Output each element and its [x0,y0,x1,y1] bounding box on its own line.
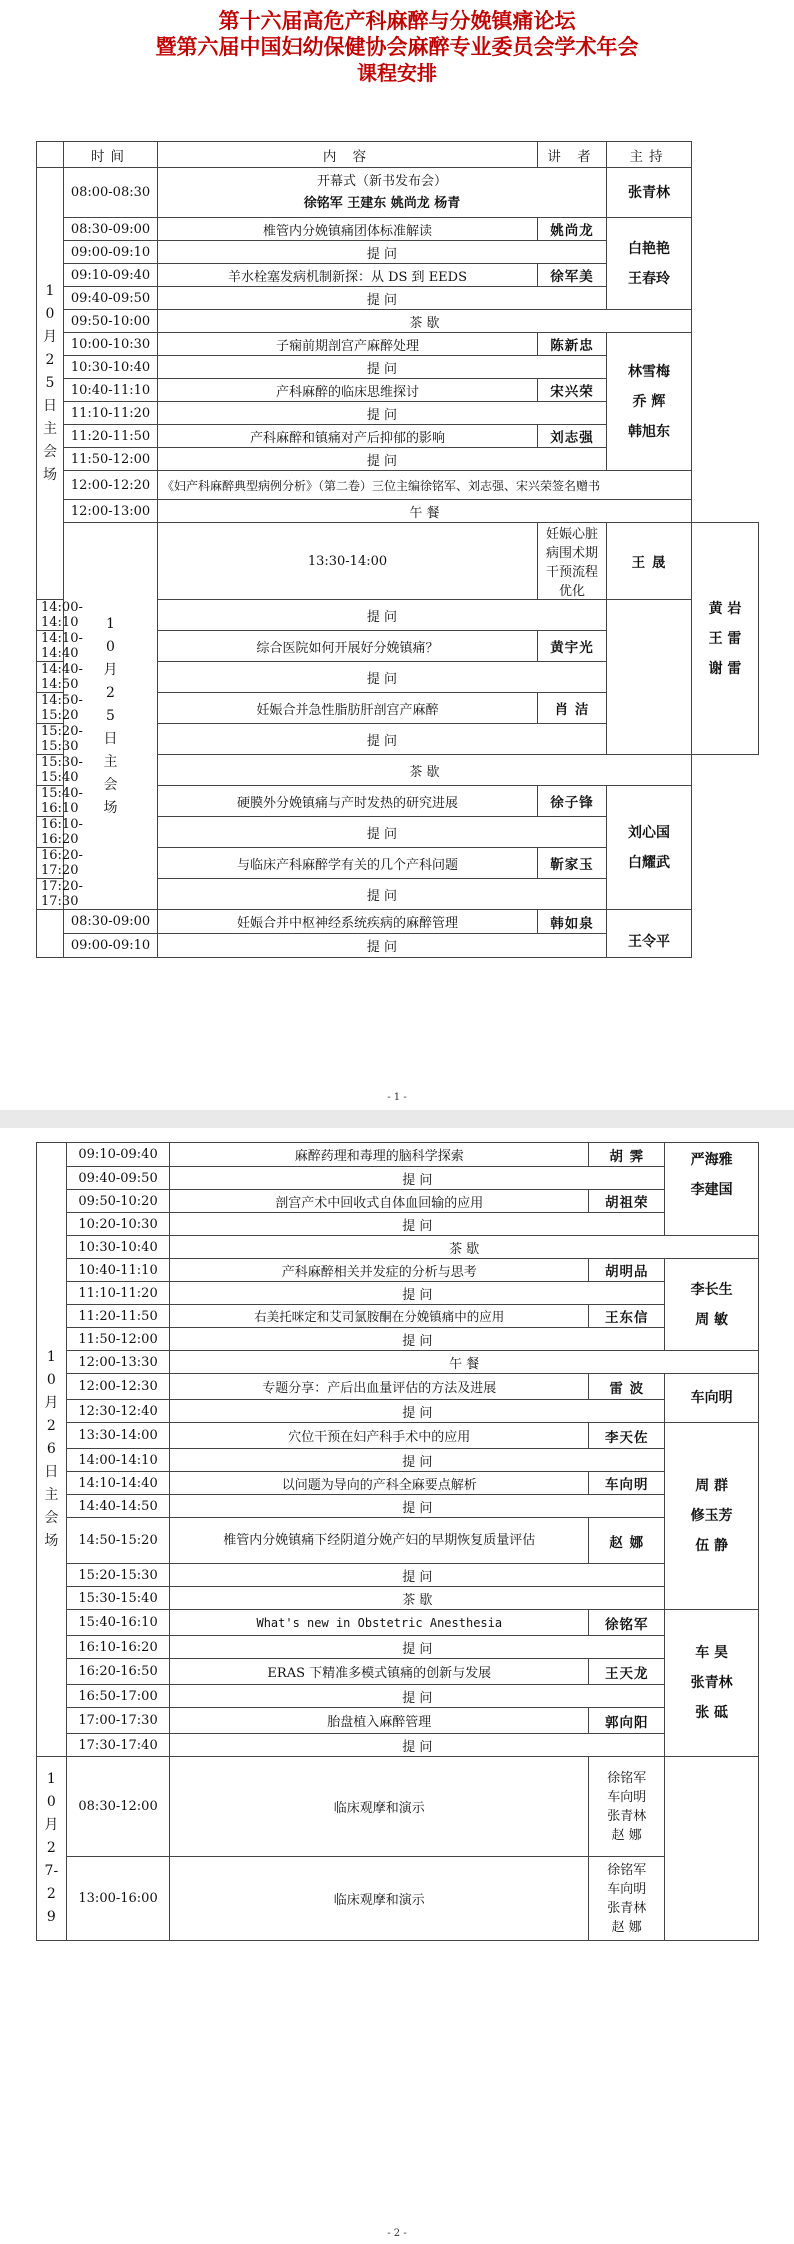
table-header-row [37,142,759,168]
speaker-name: 赵 娜 [611,1827,642,1843]
title-line-1: 第十六届高危产科麻醉与分娩镇痛论坛 [218,8,576,33]
content-cell: 茶 歇 [170,1587,665,1610]
table-row [37,1305,759,1328]
content-cell: 剖宫产术中回收式自体血回输的应用 [170,1190,589,1213]
speaker-name: 张青林 [607,1808,647,1824]
table-row [37,218,759,241]
content-cell: 提 问 [158,934,607,958]
page-number: - 2 - [387,2228,407,2239]
speaker-cell: 刘志强 [538,425,607,448]
speaker-cell: 车向明 [589,1472,665,1495]
speaker-list-cell [589,1857,665,1941]
day-label-oct25-afternoon: 10月25日主会场 [64,523,158,910]
time-cell: 14:40-14:50 [37,662,64,693]
time-cell: 12:00-13:00 [64,500,158,523]
host-name: 谢 雷 [708,660,742,677]
day-label-oct27-29: 10月27-29 [37,1757,67,1941]
table-row [37,523,759,600]
content-cell: 产科麻醉相关并发症的分析与思考 [170,1259,589,1282]
title-line-3: 课程安排 [357,61,437,85]
content-cell: 羊水栓塞发病机制新探：从 DS 到 EEDS [158,264,538,287]
time-cell: 14:50-15:20 [37,693,64,724]
time-cell: 16:10-16:20 [66,1636,170,1659]
time-cell: 16:20-17:20 [37,848,64,879]
table-row [37,1495,759,1518]
content-cell: ERAS 下精准多模式镇痛的创新与发展 [170,1659,589,1685]
time-cell: 15:30-15:40 [37,755,64,786]
content-cell: 妊娠合并中枢神经系统疾病的麻醉管理 [158,910,538,934]
day-label-continued [37,910,64,958]
table-row [37,1757,759,1857]
content-cell: 午 餐 [158,500,692,523]
time-cell: 12:00-12:30 [66,1374,170,1400]
time-cell: 10:30-10:40 [64,356,158,379]
content-cell: 提 问 [170,1734,665,1757]
time-cell: 15:20-15:30 [37,724,64,755]
content-cell: 提 问 [158,662,607,693]
time-cell: 15:20-15:30 [66,1564,170,1587]
table-row [37,1282,759,1305]
table-row [37,910,759,934]
table-row [37,1659,759,1685]
content-cell: 产科麻醉和镇痛对产后抑郁的影响 [158,425,538,448]
host-group-cell [665,1259,759,1351]
time-cell: 13:30-14:00 [66,1423,170,1449]
time-cell: 10:40-11:10 [64,379,158,402]
content-cell [158,168,607,218]
content-cell: 右美托咪定和艾司氯胺酮在分娩镇痛中的应用 [170,1305,589,1328]
time-cell: 14:00-14:10 [66,1449,170,1472]
host-group-cell [665,1610,759,1757]
time-cell: 16:20-16:50 [66,1659,170,1685]
time-cell: 16:50-17:00 [66,1685,170,1708]
host-group-cell [607,218,692,310]
content-cell: 午 餐 [170,1351,759,1374]
speaker-name: 车向明 [607,1789,647,1805]
time-cell: 10:20-10:30 [66,1213,170,1236]
header-day [37,142,64,168]
speaker-cell: 黄宇光 [538,631,607,662]
content-cell: 子痫前期剖宫产麻醉处理 [158,333,538,356]
table-row [37,1400,759,1423]
table-row [37,1423,759,1449]
table-row [37,1636,759,1659]
page-2 [0,1128,794,2244]
content-cell: 综合医院如何开展好分娩镇痛？ [158,631,538,662]
content-cell: 麻醉药理和毒理的脑科学探索 [170,1143,589,1167]
speaker-name: 车向明 [607,1881,647,1897]
content-cell: 硬膜外分娩镇痛与产时发热的研究进展 [158,786,538,817]
table-row [37,1190,759,1213]
content-cell: 提 问 [158,817,607,848]
host-group-cell [607,333,692,471]
time-cell: 10:30-10:40 [66,1236,170,1259]
content-cell: 提 问 [170,1167,665,1190]
speaker-name: 徐铭军 [607,1770,647,1786]
host-name: 严海雅 [690,1152,733,1168]
time-cell: 11:50-12:00 [64,448,158,471]
speaker-cell: 徐铭军 [589,1610,665,1636]
document-header [0,8,794,86]
schedule-table-page-2 [36,1142,759,1941]
time-cell: 11:20-11:50 [66,1305,170,1328]
content-cell: 提 问 [158,600,607,631]
table-row [37,1734,759,1757]
time-cell: 10:40-11:10 [66,1259,170,1282]
table-row [37,1259,759,1282]
table-row [37,1708,759,1734]
time-cell: 14:50-15:20 [66,1518,170,1564]
table-row [37,1143,759,1167]
table-row [37,333,759,356]
schedule-table-page-1 [36,141,759,958]
time-cell: 11:10-11:20 [64,402,158,425]
host-name: 张 砥 [695,1705,729,1721]
time-cell: 09:00-09:10 [64,241,158,264]
opening-ceremony-guests: 徐铭军 王建东 姚尚龙 杨青 [303,195,461,211]
content-cell: 提 问 [170,1685,665,1708]
time-cell: 17:30-17:40 [66,1734,170,1757]
content-cell: 提 问 [158,287,607,310]
time-cell: 11:50-12:00 [66,1328,170,1351]
host-group-cell [665,1423,759,1610]
time-cell: 15:30-15:40 [66,1587,170,1610]
host-group-cell [692,523,759,755]
speaker-cell: 赵 娜 [589,1518,665,1564]
host-cell [607,910,692,958]
table-row [37,1374,759,1400]
content-cell: What's new in Obstetric Anesthesia [170,1610,589,1636]
content-cell: 提 问 [158,402,607,425]
title-line-2: 暨第六届中国妇幼保健协会麻醉专业委员会学术年会 [155,34,639,59]
content-cell: 提 问 [170,1400,665,1423]
time-cell: 15:40-16:10 [37,786,64,817]
time-cell: 17:20-17:30 [37,879,64,910]
time-cell: 16:10-16:20 [37,817,64,848]
content-cell: 椎管内分娩镇痛团体标准解读 [158,218,538,241]
speaker-list-cell [589,1757,665,1857]
time-cell: 12:00-13:30 [66,1351,170,1374]
speaker-cell: 徐子锋 [538,786,607,817]
content-cell: 提 问 [170,1449,665,1472]
host-group-cell [607,786,692,910]
content-cell: 提 问 [158,356,607,379]
speaker-name: 徐铭军 [607,1862,647,1878]
time-cell: 09:50-10:00 [64,310,158,333]
table-row [37,1449,759,1472]
time-cell: 13:30-14:00 [158,523,538,600]
speaker-cell: 胡 霁 [589,1143,665,1167]
table-row [37,1564,759,1587]
time-cell: 14:40-14:50 [66,1495,170,1518]
time-cell: 12:00-12:20 [64,471,158,500]
time-cell: 14:10-14:40 [37,631,64,662]
table-row [37,1351,759,1374]
content-cell: 茶 歇 [158,310,692,333]
content-cell: 提 问 [170,1282,665,1305]
speaker-cell: 靳家玉 [538,848,607,879]
time-cell: 17:00-17:30 [66,1708,170,1734]
host-name: 王令平 [628,934,670,950]
header-host: 主持 [607,142,692,168]
content-cell: 妊娠合并急性脂肪肝剖宫产麻醉 [158,693,538,724]
time-cell: 09:10-09:40 [66,1143,170,1167]
content-cell: 临床观摩和演示 [170,1757,589,1857]
host-name: 车 昊 [695,1645,729,1661]
host-name: 白耀武 [628,854,670,871]
table-row [37,1857,759,1941]
content-cell: 穴位干预在妇产科手术中的应用 [170,1423,589,1449]
speaker-cell: 徐军美 [538,264,607,287]
content-cell: 提 问 [158,241,607,264]
host-name: 李长生 [690,1281,733,1298]
host-name: 乔 辉 [632,393,666,410]
content-cell: 提 问 [170,1328,665,1351]
content-cell: 提 问 [170,1213,665,1236]
content-cell: 椎管内分娩镇痛下经阴道分娩产妇的早期恢复质量评估 [170,1518,589,1564]
time-cell: 15:40-16:10 [66,1610,170,1636]
table-row [37,1236,759,1259]
time-cell: 08:30-09:00 [64,910,158,934]
time-cell: 09:50-10:20 [66,1190,170,1213]
content-cell: 提 问 [170,1636,665,1659]
speaker-cell: 韩如泉 [538,910,607,934]
content-cell: 茶 歇 [158,755,692,786]
table-row [37,1328,759,1351]
host-cell: 张青林 [607,168,692,218]
table-row [37,1685,759,1708]
table-row [37,310,759,333]
speaker-name: 张青林 [607,1900,647,1916]
time-cell: 08:30-09:00 [64,218,158,241]
table-row [37,1610,759,1636]
content-cell: 临床观摩和演示 [170,1857,589,1941]
time-cell: 14:00-14:10 [37,600,64,631]
content-cell: 妊娠心脏病围术期干预流程优化 [538,523,607,600]
speaker-cell: 宋兴荣 [538,379,607,402]
host-name: 李建国 [690,1182,733,1198]
content-cell: 与临床产科麻醉学有关的几个产科问题 [158,848,538,879]
table-row [37,1518,759,1564]
content-cell: 提 问 [170,1495,665,1518]
host-name: 王 雷 [708,630,742,647]
content-cell: 茶 歇 [170,1236,759,1259]
content-cell: 提 问 [158,448,607,471]
time-cell: 13:00-16:00 [66,1857,170,1941]
table-row [37,1213,759,1236]
header-speaker: 讲 者 [538,142,607,168]
time-cell: 08:30-12:00 [66,1757,170,1857]
speaker-cell: 胡祖荣 [589,1190,665,1213]
page-1 [0,0,794,1110]
host-name: 张青林 [690,1675,733,1691]
host-name: 林雪梅 [628,363,670,380]
host-name: 韩旭东 [628,423,670,440]
host-name: 王春玲 [628,270,670,287]
content-cell: 提 问 [170,1564,665,1587]
table-row [37,471,759,500]
content-cell: 提 问 [158,724,607,755]
speaker-cell: 李天佐 [589,1423,665,1449]
speaker-cell: 雷 波 [589,1374,665,1400]
day-label-oct25-morning: 10月25日主会场 [37,168,64,600]
opening-ceremony-title: 开幕式（新书发布会） [316,173,447,189]
time-cell: 09:40-09:50 [66,1167,170,1190]
time-cell: 11:10-11:20 [66,1282,170,1305]
table-row [37,168,759,218]
host-name: 伍 静 [695,1538,729,1554]
table-row [37,1167,759,1190]
table-row [37,500,759,523]
time-cell: 09:00-09:10 [64,934,158,958]
speaker-name: 赵 娜 [611,1919,642,1935]
host-name: 修玉芳 [690,1508,733,1524]
speaker-cell: 王东信 [589,1305,665,1328]
time-cell: 09:10-09:40 [64,264,158,287]
speaker-cell: 肖 洁 [538,693,607,724]
time-cell: 11:20-11:50 [64,425,158,448]
time-cell: 12:30-12:40 [66,1400,170,1423]
content-cell: 以问题为导向的产科全麻要点解析 [170,1472,589,1495]
speaker-cell: 姚尚龙 [538,218,607,241]
host-name: 车向明 [690,1390,733,1406]
speaker-cell: 胡明品 [589,1259,665,1282]
host-cell [665,1374,759,1423]
speaker-cell: 郭向阳 [589,1708,665,1734]
content-cell: 提 问 [158,879,607,910]
host-name: 刘心国 [628,824,670,841]
time-cell: 09:40-09:50 [64,287,158,310]
header-time: 时间 [64,142,158,168]
table-row [37,1472,759,1495]
content-cell: 专题分享：产后出血量评估的方法及进展 [170,1374,589,1400]
speaker-cell: 王天龙 [589,1659,665,1685]
host-name: 周 敏 [695,1311,729,1328]
time-cell: 10:00-10:30 [64,333,158,356]
time-cell: 14:10-14:40 [66,1472,170,1495]
host-name: 周 群 [695,1478,729,1494]
header-content: 内 容 [158,142,538,168]
host-cell-empty [665,1757,759,1941]
host-group-cell [665,1143,759,1236]
book-signing-cell: 《妇产科麻醉典型病例分析》（第二卷）三位主编徐铭军、刘志强、宋兴荣签名赠书 [158,471,692,500]
content-cell: 胎盘植入麻醉管理 [170,1708,589,1734]
host-name: 白艳艳 [628,240,670,257]
page-number: - 1 - [387,1092,407,1103]
speaker-cell: 王 晟 [607,523,692,600]
host-name: 黄 岩 [708,600,742,617]
speaker-cell: 陈新忠 [538,333,607,356]
day-label-oct26: 10月26日主会场 [37,1143,67,1757]
time-cell: 08:00-08:30 [64,168,158,218]
content-cell: 产科麻醉的临床思维探讨 [158,379,538,402]
table-row [37,1587,759,1610]
